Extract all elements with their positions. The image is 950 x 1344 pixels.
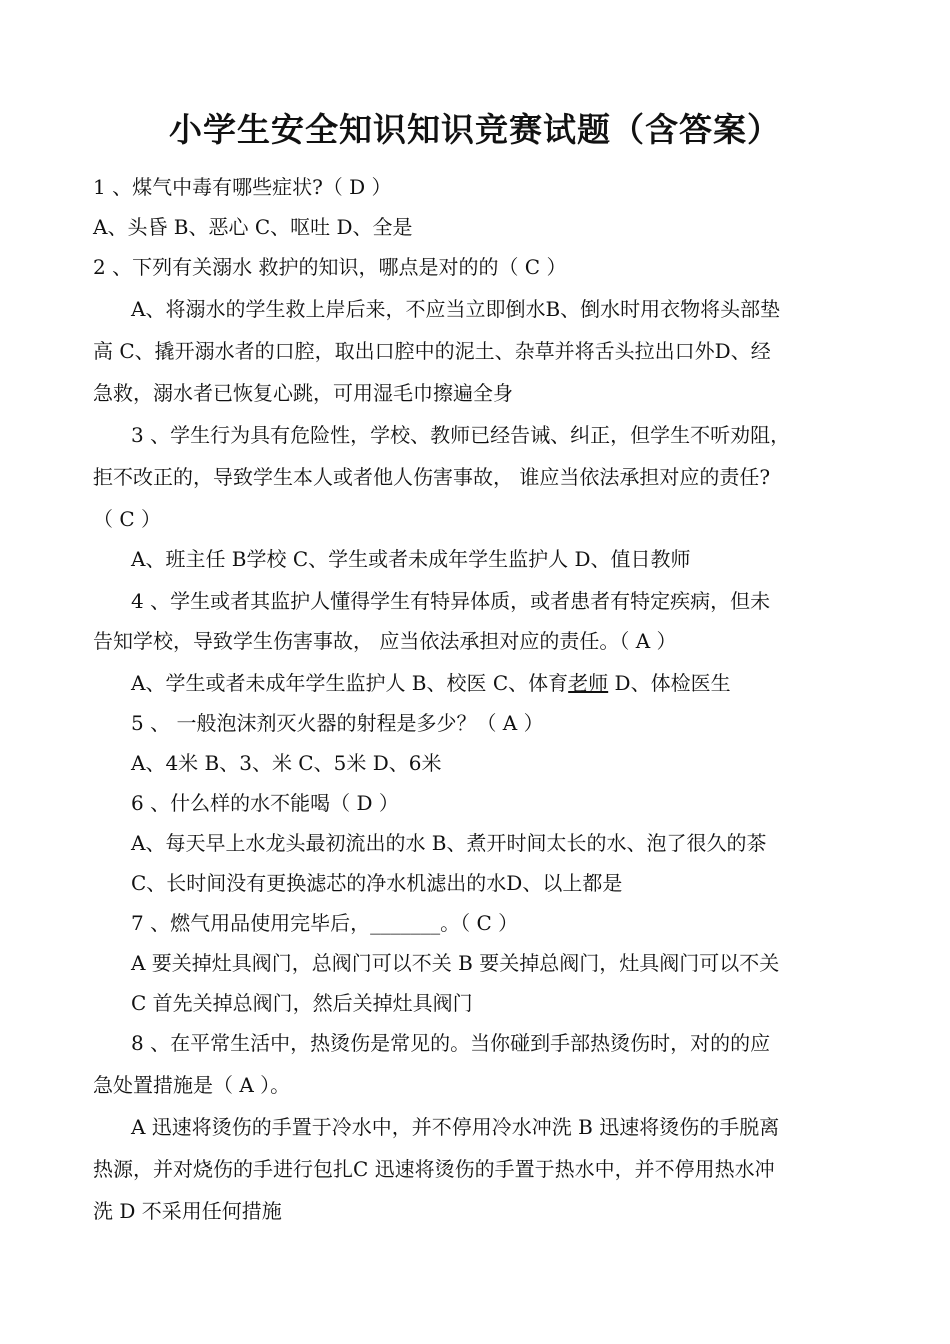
q2-question: 2 、下列有关溺水 救护的知识，哪点是对的的（ C ） bbox=[93, 255, 567, 279]
q4-underlined-word: 老师 bbox=[568, 671, 609, 695]
q6-options-line2: C、长时间没有更换滤芯的净水机滤出的水D、以上都是 bbox=[131, 871, 623, 895]
q5-question: 5 、 一般泡沫剂灭火器的射程是多少？（ A ） bbox=[131, 711, 544, 735]
q5-options: A、4米 B、3、米 C、5米 D、6米 bbox=[131, 751, 442, 775]
q4-question-line1: 4 、学生或者其监护人懂得学生有特异体质，或者患者有特定疾病，但未 bbox=[131, 589, 771, 613]
q4-question-line2: 告知学校，导致学生伤害事故， 应当依法承担对应的责任。（ A ） bbox=[93, 629, 677, 653]
q3-options: A、班主任 B学校 C、学生或者未成年学生监护人 D、值日教师 bbox=[131, 547, 691, 571]
q1-options: A、头昏 B、恶心 C、呕吐 D、全是 bbox=[93, 215, 413, 239]
q1-question: 1 、煤气中毒有哪些症状?（ D ） bbox=[93, 175, 392, 199]
q4-options-part1: A、学生或者未成年学生监护人 B、校医 C、体育 bbox=[131, 671, 569, 695]
q4-options-part2: D、体检医生 bbox=[608, 671, 731, 695]
q8-question-line1: 8 、在平常生活中，热烫伤是常见的。当你碰到手部热烫伤时，对的的应 bbox=[131, 1031, 771, 1055]
q3-question-line2: 拒不改正的，导致学生本人或者他人伤害事故， 谁应当依法承担对应的责任? bbox=[93, 465, 771, 489]
document-title: 小学生安全知识知识竞赛试题（含答案） bbox=[169, 110, 781, 149]
q2-options-line1: A、将溺水的学生救上岸后来，不应当立即倒水B、倒水时用衣物将头部垫 bbox=[131, 297, 781, 321]
q8-question-line2: 急处置措施是（ A ）。 bbox=[93, 1073, 291, 1097]
q2-options-line3: 急救，溺水者已恢复心跳，可用湿毛巾擦遍全身 bbox=[93, 381, 513, 405]
q7-options-line1: A 要关掉灶具阀门，总阀门可以不关 B 要关掉总阀门，灶具阀门可以不关 bbox=[131, 951, 780, 975]
q3-question-line1: 3 、学生行为具有危险性，学校、教师已经告诫、纠正，但学生不听劝阻， bbox=[131, 423, 791, 447]
q6-options-line1: A、每天早上水龙头最初流出的水 B、煮开时间太长的水、泡了很久的茶 bbox=[131, 831, 767, 855]
q8-options-line1: A 迅速将烫伤的手置于冷水中，并不停用冷水冲洗 B 迅速将烫伤的手脱离 bbox=[131, 1115, 780, 1139]
q4-options bbox=[131, 669, 731, 697]
q7-options-line2: C 首先关掉总阀门，然后关掉灶具阀门 bbox=[131, 991, 473, 1015]
q8-options-line2: 热源，并对烧伤的手进行包扎C 迅速将烫伤的手置于热水中，并不停用热水冲 bbox=[93, 1157, 775, 1181]
q6-question: 6 、什么样的水不能喝（ D ） bbox=[131, 791, 399, 815]
q2-options-line2: 高 C、撬开溺水者的口腔，取出口腔中的泥土、杂草并将舌头拉出口外D、经 bbox=[93, 339, 771, 363]
q3-answer: （ C ） bbox=[93, 507, 162, 531]
q8-options-line3: 洗 D 不采用任何措施 bbox=[93, 1199, 282, 1223]
q7-question: 7 、燃气用品使用完毕后，_______。（ C ） bbox=[131, 911, 519, 935]
